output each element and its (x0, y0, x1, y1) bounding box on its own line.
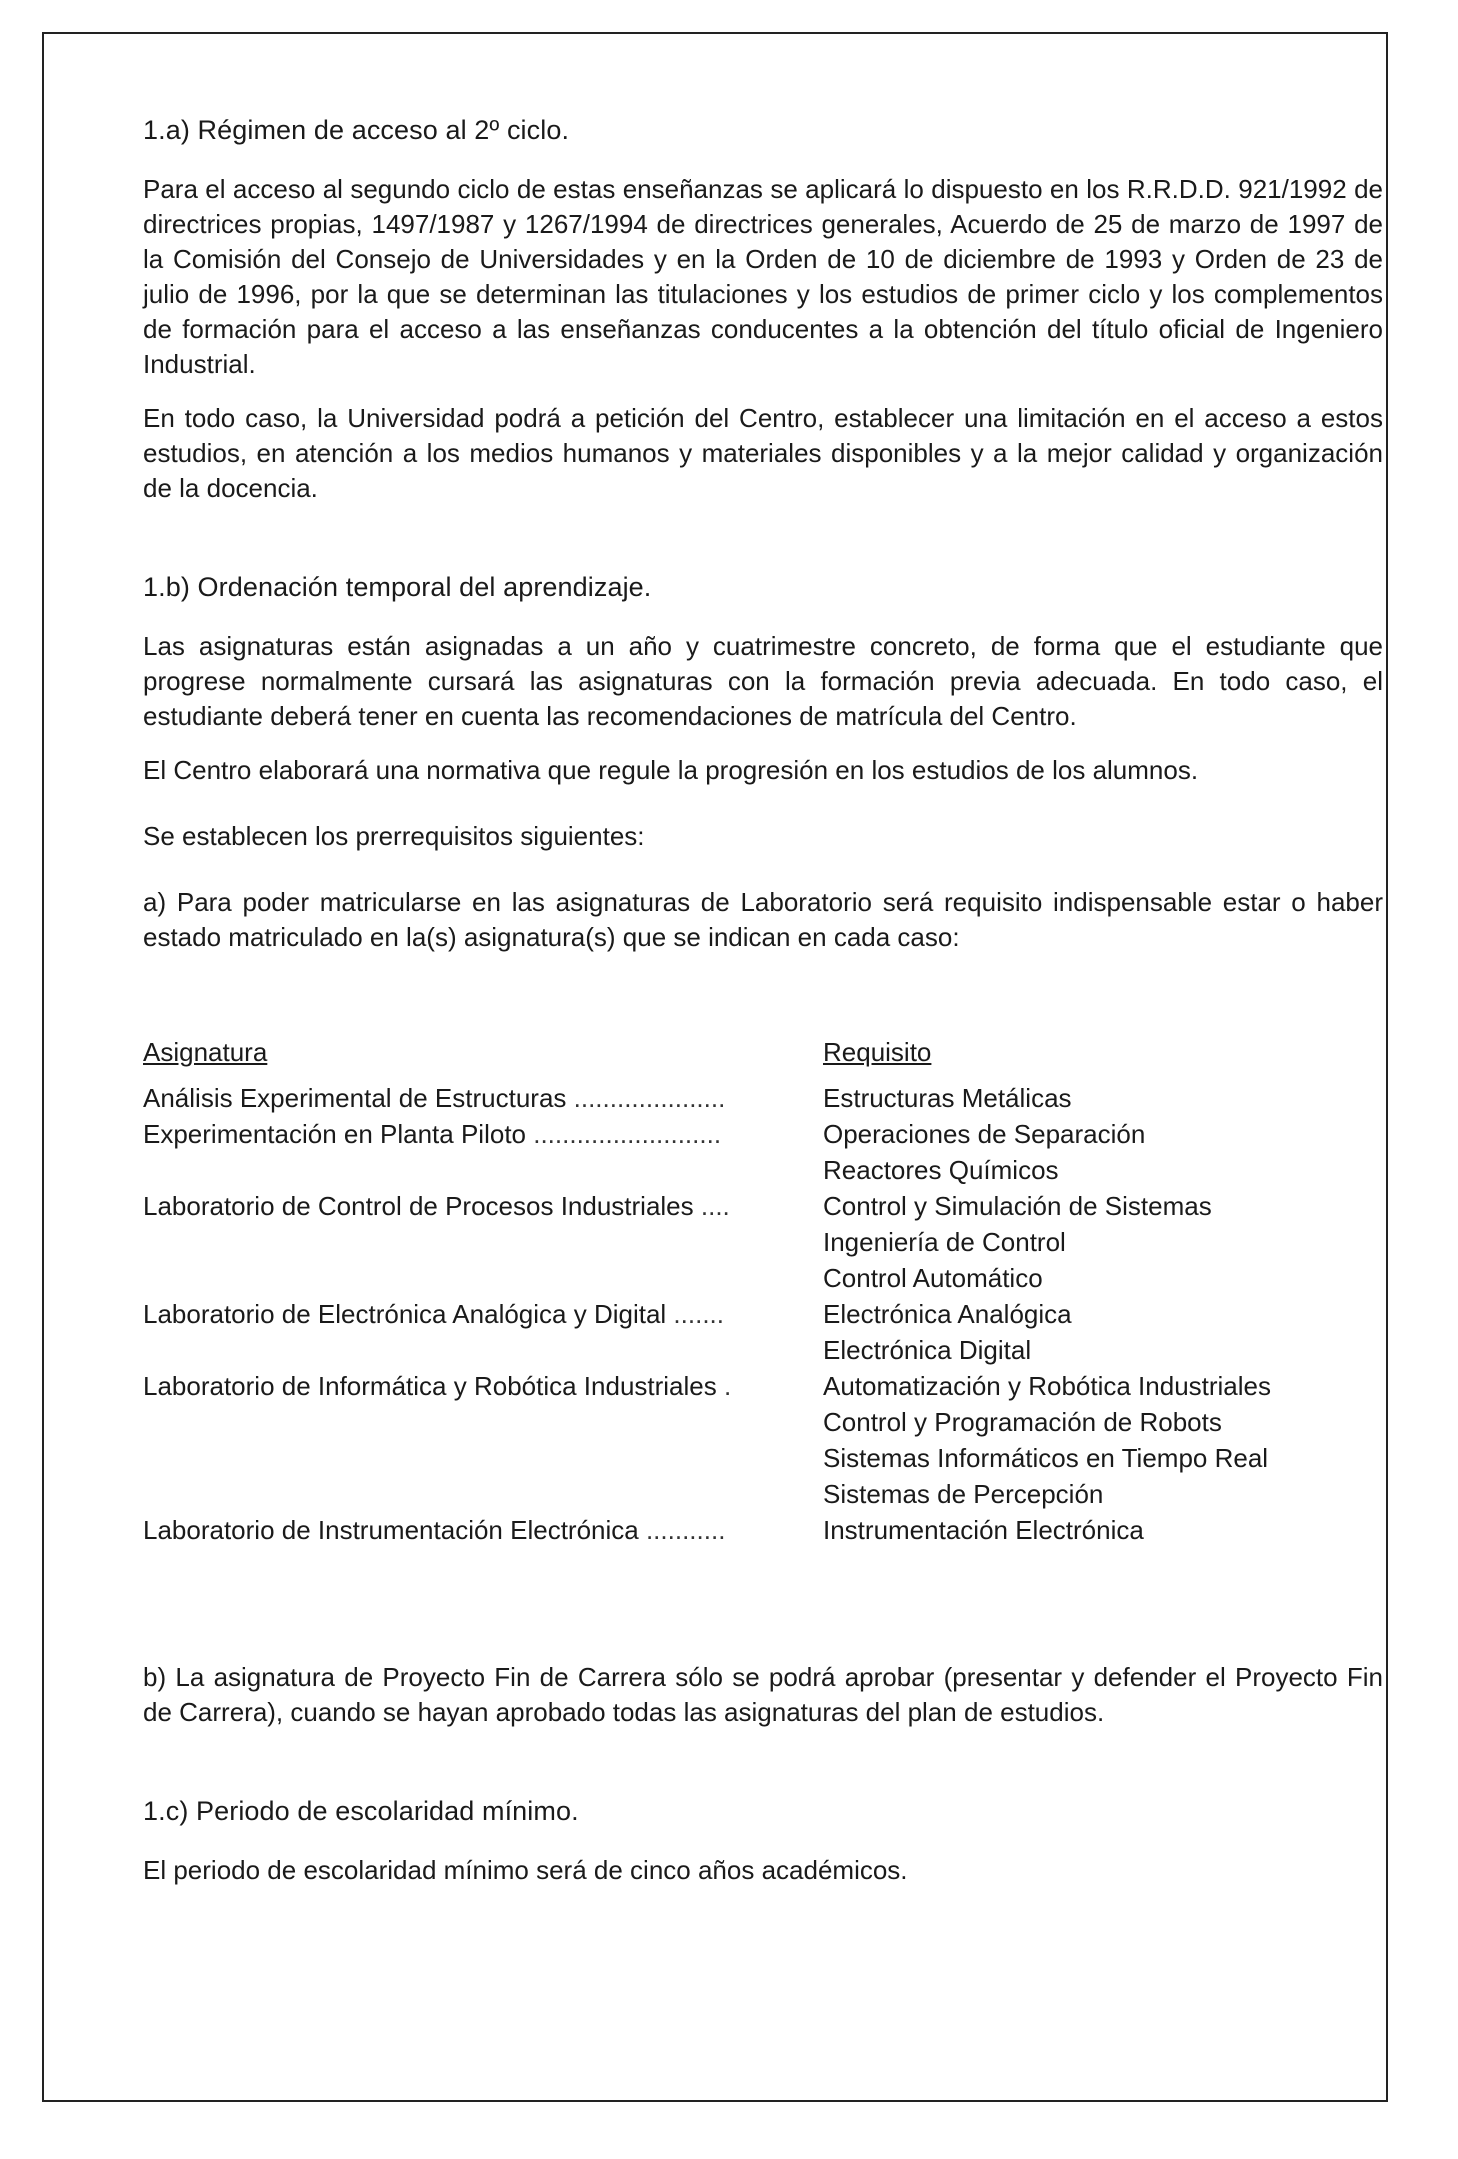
table-row (143, 1080, 1383, 1116)
leader-dots: ........... (638, 1515, 726, 1545)
section-c-heading: 1.c) Periodo de escolaridad mínimo. (143, 1796, 579, 1826)
section-a-paragraph: En todo caso, la Universidad podrá a petición del Centro, establecer una limitación en el acceso a estos estudios, en atención a los medios humanos y materiales disponibles y a la mejor calidad y organización de la docencia. (143, 403, 1383, 503)
leader-dots: . (716, 1371, 732, 1401)
requirement-item: Electrónica Analógica (823, 1299, 1072, 1329)
section-b-paragraph: a) Para poder matricularse en las asignaturas de Laboratorio será requisito indispensable estar o haber estado matriculado en la(s) asignatura(s) que se indican en cada caso: (143, 887, 1383, 952)
column-header-requirement: Requisito (823, 1037, 932, 1067)
requirement-item: Sistemas Informáticos en Tiempo Real (823, 1443, 1269, 1473)
subject-name: Laboratorio de Electrónica Analógica y Digital (143, 1299, 667, 1329)
section-a-heading: 1.a) Régimen de acceso al 2º ciclo. (143, 115, 570, 145)
leader-dots: .... (693, 1191, 730, 1221)
section-c-paragraph: El periodo de escolaridad mínimo será de cinco años académicos. (143, 1855, 908, 1885)
section-b-heading: 1.b) Ordenación temporal del aprendizaje. (143, 572, 652, 602)
requirement-item: Instrumentación Electrónica (823, 1515, 1144, 1545)
table-header (143, 1034, 1383, 1070)
subject-name: Laboratorio de Control de Procesos Industriales (143, 1191, 694, 1221)
subject-name: Análisis Experimental de Estructuras (143, 1083, 567, 1113)
leader-dots: ..................... (566, 1083, 726, 1113)
table-row (143, 1188, 1383, 1296)
section-b-paragraph: Se establecen los prerrequisitos siguientes: (143, 821, 645, 851)
requirement-item: Control y Simulación de Sistemas (823, 1191, 1212, 1221)
table-row (143, 1296, 1383, 1368)
prerequisite-table (143, 1034, 1383, 1548)
section-a-paragraph: Para el acceso al segundo ciclo de estas enseñanzas se aplicará lo dispuesto en los R.R.D.D. 921/1992 de directrices propias, 1497/1987 y 1267/1994 de directrices generales, Acuerdo de 25 de marzo de 1997 de la Comisión del Consejo de Universidades y en la Orden de 10 de diciembre de 1993 y Orden de 23 de julio de 1996, por la que se determinan las titulaciones y los estudios de primer ciclo y los complementos de formación para el acceso a las enseñanzas conducentes a la obtención del título oficial de Ingeniero Industrial. (143, 174, 1383, 379)
subject-name: Laboratorio de Instrumentación Electrónica (143, 1515, 639, 1545)
table-row (143, 1512, 1383, 1548)
leader-dots: .......................... (526, 1119, 722, 1149)
section-b-paragraph: El Centro elaborará una normativa que regule la progresión en los estudios de los alumnos. (143, 755, 1199, 785)
document-body (143, 112, 1383, 1907)
requirement-item: Control y Programación de Robots (823, 1407, 1222, 1437)
requirement-item: Automatización y Robótica Industriales (823, 1371, 1272, 1401)
column-header-subject: Asignatura (143, 1037, 268, 1067)
requirement-item: Sistemas de Percepción (823, 1479, 1104, 1509)
subject-name: Laboratorio de Informática y Robótica Industriales (143, 1371, 717, 1401)
section-b-closing-paragraph: b) La asignatura de Proyecto Fin de Carrera sólo se podrá aprobar (presentar y defender el Proyecto Fin de Carrera), cuando se hayan aprobado todas las asignaturas del plan de estudios. (143, 1662, 1383, 1727)
requirement-item: Control Automático (823, 1263, 1043, 1293)
requirement-item: Ingeniería de Control (823, 1227, 1066, 1257)
section-b-paragraph: Las asignaturas están asignadas a un año y cuatrimestre concreto, de forma que el estudiante que progrese normalmente cursará las asignaturas con la formación previa adecuada. En todo caso, el estudiante deberá tener en cuenta las recomendaciones de matrícula del Centro. (143, 631, 1383, 731)
table-row (143, 1116, 1383, 1188)
leader-dots: ....... (666, 1299, 724, 1329)
requirement-item: Operaciones de Separación (823, 1119, 1146, 1149)
table-row (143, 1368, 1383, 1512)
requirement-item: Reactores Químicos (823, 1155, 1059, 1185)
requirement-item: Electrónica Digital (823, 1335, 1032, 1365)
subject-name: Experimentación en Planta Piloto (143, 1119, 527, 1149)
requirement-item: Estructuras Metálicas (823, 1083, 1072, 1113)
